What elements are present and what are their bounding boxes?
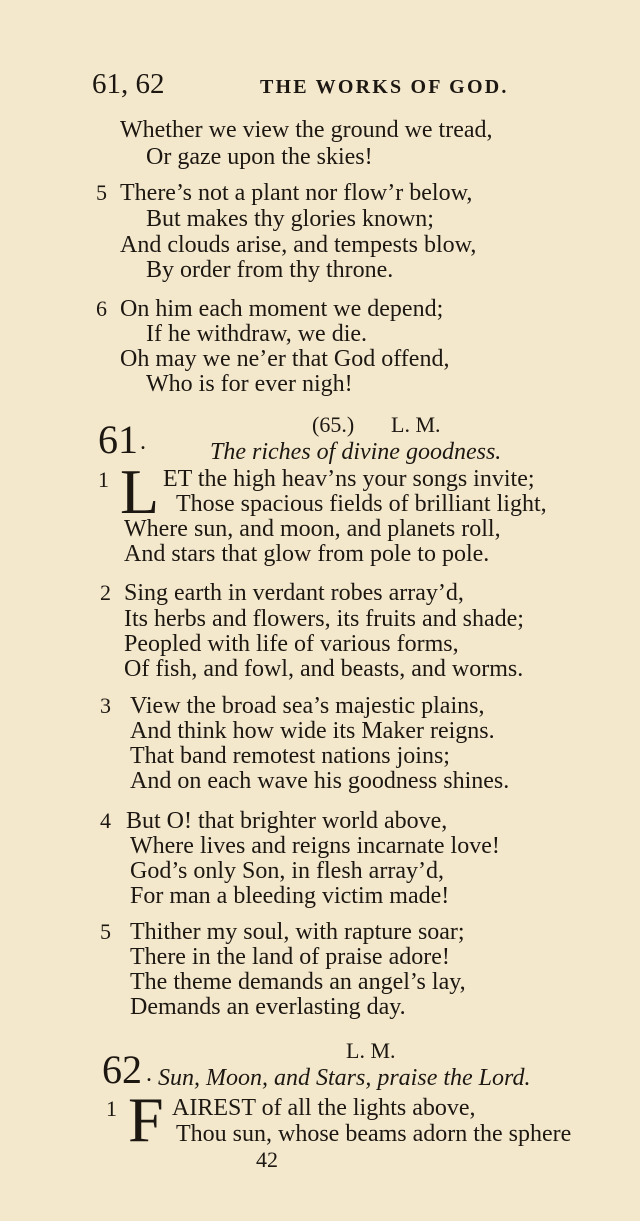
verse-number: 2 bbox=[100, 580, 111, 605]
verse-number: 1 bbox=[106, 1096, 117, 1121]
drop-cap: F bbox=[128, 1084, 164, 1155]
verse-line: Peopled with life of various forms, bbox=[124, 631, 459, 657]
verse-line: And stars that glow from pole to pole. bbox=[124, 541, 490, 567]
verse-line: Thou sun, whose beams adorn the sphere bbox=[176, 1122, 572, 1146]
verse-number: 4 bbox=[100, 808, 111, 833]
drop-cap: L bbox=[120, 456, 160, 527]
hymn-number: 62 bbox=[102, 1047, 142, 1092]
continuation-line: Or gaze upon the skies! bbox=[146, 144, 373, 170]
verse-line: And think how wide its Maker reigns. bbox=[130, 718, 495, 744]
verse-line: The theme demands an angel’s lay, bbox=[130, 969, 466, 995]
verse-line: On him each moment we depend; bbox=[120, 296, 444, 322]
verse-line: Who is for ever nigh! bbox=[146, 371, 353, 397]
hymn-number: 61 bbox=[98, 417, 138, 462]
verse-line: There’s not a plant nor flow’r below, bbox=[120, 180, 473, 206]
verse-line: That band remotest nations joins; bbox=[130, 743, 450, 769]
hymn-subtitle: Sun, Moon, and Stars, praise the Lord. bbox=[158, 1065, 531, 1091]
verse-line: Demands an everlasting day. bbox=[130, 994, 406, 1020]
hymn-number-dot: . bbox=[146, 1061, 152, 1087]
page-number: 42 bbox=[256, 1147, 278, 1172]
continuation-line: Whether we view the ground we tread, bbox=[120, 117, 493, 143]
verse-line: And on each wave his goodness shines. bbox=[130, 768, 510, 794]
verse-number: 3 bbox=[100, 693, 111, 718]
verse-line: View the broad sea’s majestic plains, bbox=[130, 693, 485, 719]
hymn-meter: L. M. bbox=[346, 1038, 396, 1063]
verse-line: If he withdraw, we die. bbox=[146, 321, 368, 347]
hymn-subtitle: The riches of divine goodness. bbox=[210, 439, 502, 465]
verse-line: But O! that brighter world above, bbox=[126, 808, 448, 834]
verse-line: Where sun, and moon, and planets roll, bbox=[124, 516, 501, 542]
verse-line: But makes thy glories known; bbox=[146, 206, 434, 232]
verse-line: Of fish, and fowl, and beasts, and worms. bbox=[124, 656, 524, 682]
verse-line: For man a bleeding victim made! bbox=[130, 883, 450, 909]
verse-line: Its herbs and flowers, its fruits and shade; bbox=[124, 606, 524, 632]
hymn-number-dot: . bbox=[140, 429, 146, 455]
verse-line: Sing earth in verdant robes array’d, bbox=[124, 580, 464, 606]
header-hymn-numbers: 61, 62 bbox=[92, 68, 165, 100]
verse-line: Thither my soul, with rapture soar; bbox=[130, 919, 465, 945]
hymn-reference: (65.) bbox=[312, 412, 355, 437]
verse-line: Where lives and reigns incarnate love! bbox=[130, 833, 500, 859]
hymn-meter: L. M. bbox=[391, 412, 441, 437]
verse-line: God’s only Son, in flesh array’d, bbox=[130, 858, 444, 884]
verse-line: ET the high heav’ns your songs invite; bbox=[163, 466, 535, 492]
verse-number: 1 bbox=[98, 467, 109, 492]
verse-line: Those spacious fields of brilliant light, bbox=[176, 491, 547, 517]
verse-number: 6 bbox=[96, 296, 107, 321]
verse-number: 5 bbox=[100, 919, 111, 944]
verse-line: AIREST of all the lights above, bbox=[172, 1095, 476, 1121]
verse-line: There in the land of praise adore! bbox=[130, 944, 450, 970]
header-title: THE WORKS OF GOD. bbox=[260, 76, 509, 98]
verse-line: By order from thy throne. bbox=[146, 257, 394, 283]
verse-line: Oh may we ne’er that God offend, bbox=[120, 346, 450, 372]
verse-number: 5 bbox=[96, 180, 107, 205]
verse-line: And clouds arise, and tempests blow, bbox=[120, 232, 477, 258]
